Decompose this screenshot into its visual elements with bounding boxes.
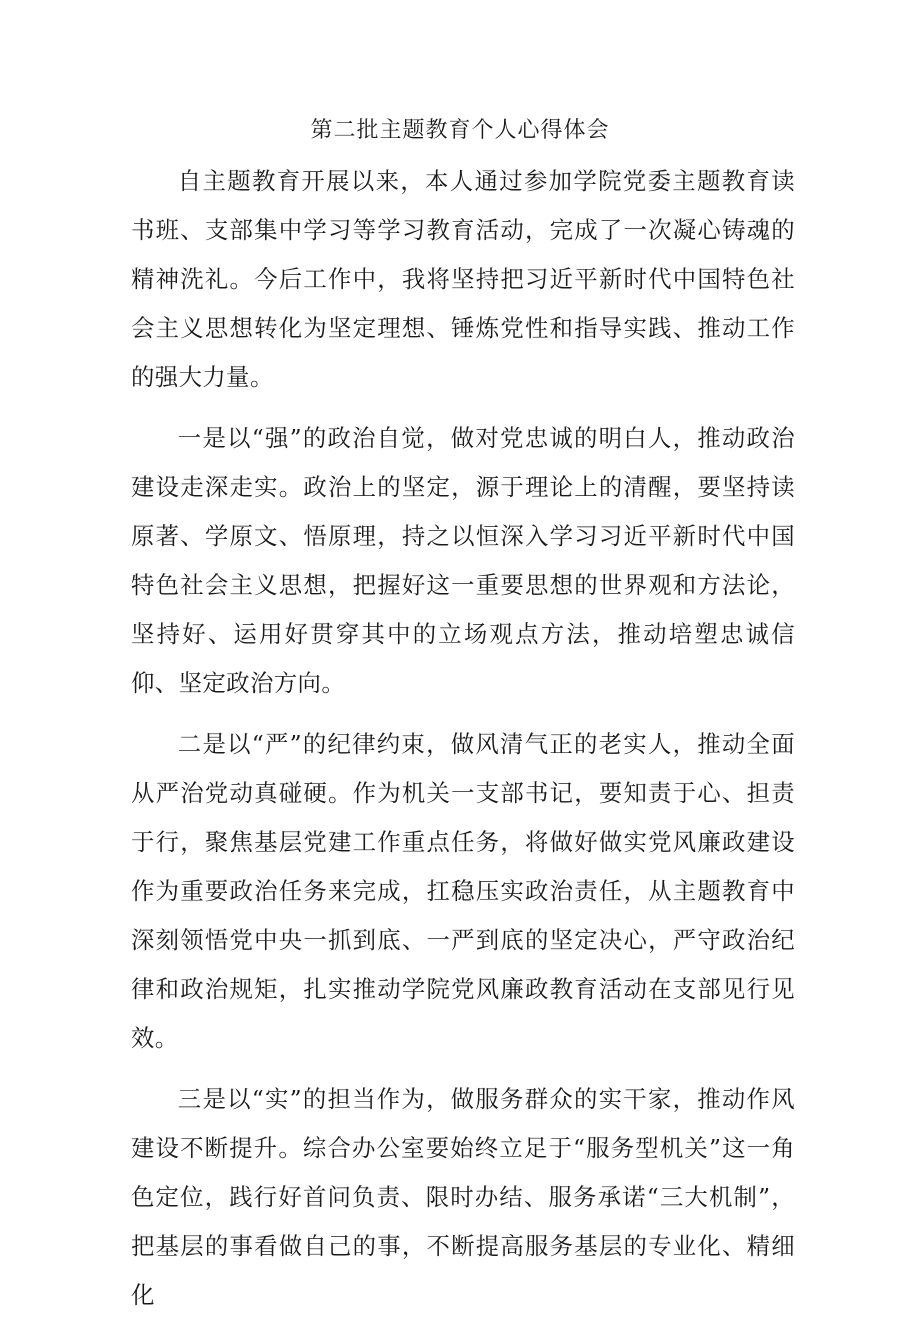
document-body (131, 157, 795, 1332)
paragraph-political-awareness: 一是以“强”的政治自觉，做对党忠诚的明白人，推动政治建设走深走实。政治上的坚定，源于理论上的清醒，要坚持读原著、学原文、悟原理，持之以恒深入学习习近平新时代中国特色社会主义思想，把握好这一重要思想的世界观和方法论，坚持好、运用好贯穿其中的立场观点方法，推动培塑忠诚信仰、坚定政治方向。 (131, 424, 795, 697)
paragraph-responsibility: 三是以“实”的担当作为，做服务群众的实干家，推动作风建设不断提升。综合办公室要始终立足于“服务型机关”这一角色定位，践行好首问负责、限时办结、服务承诺“三大机制”，把基层的事看做自己的事，不断提高服务基层的专业化、精细化 (131, 1085, 795, 1309)
paragraph-intro: 自主题教育开展以来，本人通过参加学院党委主题教育读书班、支部集中学习等学习教育活动，完成了一次凝心铸魂的精神洗礼。今后工作中，我将坚持把习近平新时代中国特色社会主义思想转化为坚定理想、锤炼党性和指导实践、推动工作的强大力量。 (131, 167, 795, 391)
document-title: 第二批主题教育个人心得体会 (310, 118, 610, 143)
paragraph-discipline: 二是以“严”的纪律约束，做风清气正的老实人，推动全面从严治党动真碰硬。作为机关一支部书记，要知责于心、担责于行，聚焦基层党建工作重点任务，将做好做实党风廉政建设作为重要政治任务来完成，扛稳压实政治责任，从主题教育中深刻领悟党中央一抓到底、一严到底的坚定决心，严守政治纪律和政治规矩，扎实推动学院党风廉政教育活动在支部见行见效。 (131, 730, 795, 1052)
